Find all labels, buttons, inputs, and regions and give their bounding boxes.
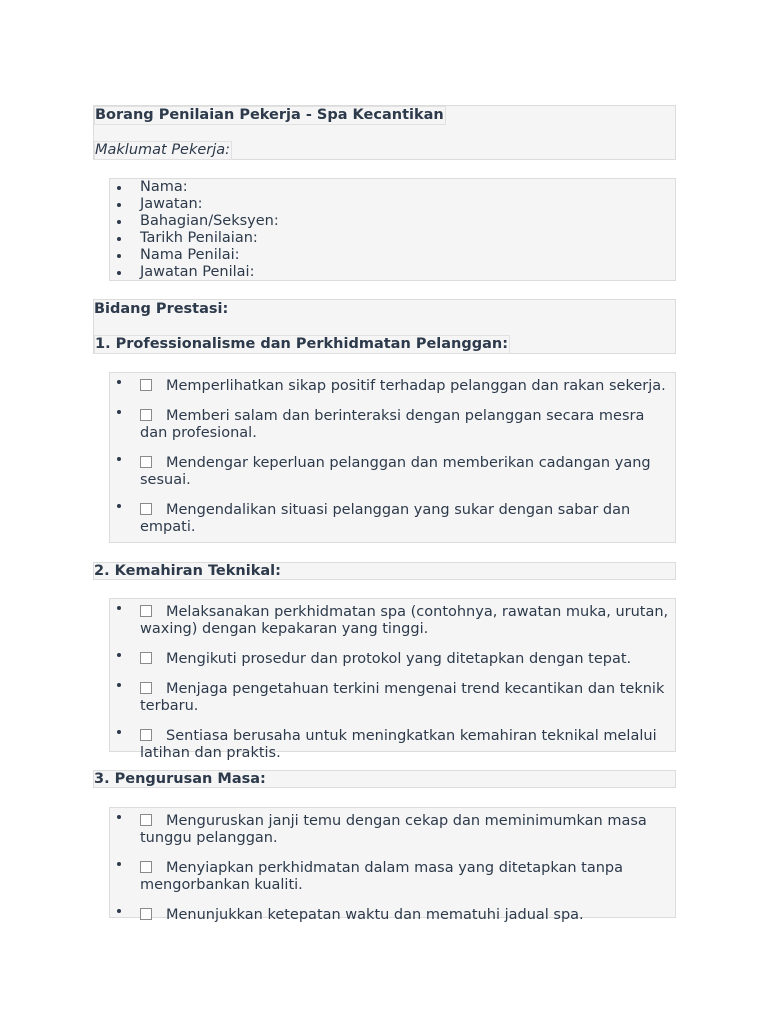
employee-field-name: Nama:: [140, 179, 675, 196]
list-item: Melaksanakan perkhidmatan spa (contohnya, rawatan muka, urutan, waxing) dengan kepakaran yang tinggi.: [140, 599, 675, 638]
list-item: Sentiasa berusaha untuk meningkatkan kemahiran teknikal melalui latihan dan praktis.: [140, 723, 675, 762]
checkbox[interactable]: [140, 729, 152, 741]
employee-field-department: Bahagian/Seksyen:: [140, 213, 675, 230]
checkbox[interactable]: [140, 605, 152, 617]
checkbox[interactable]: [140, 503, 152, 515]
list-item: Mengikuti prosedur dan protokol yang ditetapkan dengan tepat.: [140, 646, 675, 668]
form-title: Borang Penilaian Pekerja - Spa Kecantikan: [95, 107, 444, 123]
list-item: Memperlihatkan sikap positif terhadap pelanggan dan rakan sekerja.: [140, 373, 675, 395]
employee-field-evaluator-name: Nama Penilai:: [140, 247, 675, 264]
list-item: Menunjukkan ketepatan waktu dan mematuhi jadual spa.: [140, 902, 675, 924]
list-item: Mengendalikan situasi pelanggan yang sukar dengan sabar dan empati.: [140, 497, 675, 536]
evaluation-form: [93, 105, 676, 923]
form-header: [93, 105, 676, 160]
section-3-header: [93, 770, 676, 788]
employee-field-evaluation-date: Tarikh Penilaian:: [140, 230, 675, 247]
employee-field-evaluator-position: Jawatan Penilai:: [140, 264, 675, 281]
checkbox[interactable]: [140, 379, 152, 391]
employee-info-heading: Maklumat Pekerja:: [95, 142, 231, 158]
section-2-header: [93, 562, 676, 580]
checkbox[interactable]: [140, 409, 152, 421]
section-2-list: [109, 598, 676, 761]
list-item: Menyiapkan perkhidmatan dalam masa yang ditetapkan tanpa mengorbankan kualiti.: [140, 855, 675, 894]
list-item: Menjaga pengetahuan terkini mengenai trend kecantikan dan teknik terbaru.: [140, 676, 675, 715]
performance-heading: Bidang Prestasi:: [94, 301, 229, 317]
employee-field-position: Jawatan:: [140, 196, 675, 213]
employee-info-list: [109, 178, 676, 281]
section-1-heading: 1. Professionalisme dan Perkhidmatan Pelanggan:: [95, 336, 509, 352]
checkbox[interactable]: [140, 456, 152, 468]
list-item: Menguruskan janji temu dengan cekap dan meminimumkan masa tunggu pelanggan.: [140, 808, 675, 847]
section-1-list: [109, 372, 676, 543]
section-3-heading: 3. Pengurusan Masa:: [94, 771, 266, 787]
performance-header: [93, 299, 676, 354]
list-item: Mendengar keperluan pelanggan dan memberikan cadangan yang sesuai.: [140, 450, 675, 489]
checkbox[interactable]: [140, 814, 152, 826]
checkbox[interactable]: [140, 861, 152, 873]
list-item: Memberi salam dan berinteraksi dengan pelanggan secara mesra dan profesional.: [140, 403, 675, 442]
checkbox[interactable]: [140, 652, 152, 664]
checkbox[interactable]: [140, 682, 152, 694]
section-3-list: [109, 807, 676, 923]
checkbox[interactable]: [140, 908, 152, 920]
section-2-heading: 2. Kemahiran Teknikal:: [94, 563, 281, 579]
